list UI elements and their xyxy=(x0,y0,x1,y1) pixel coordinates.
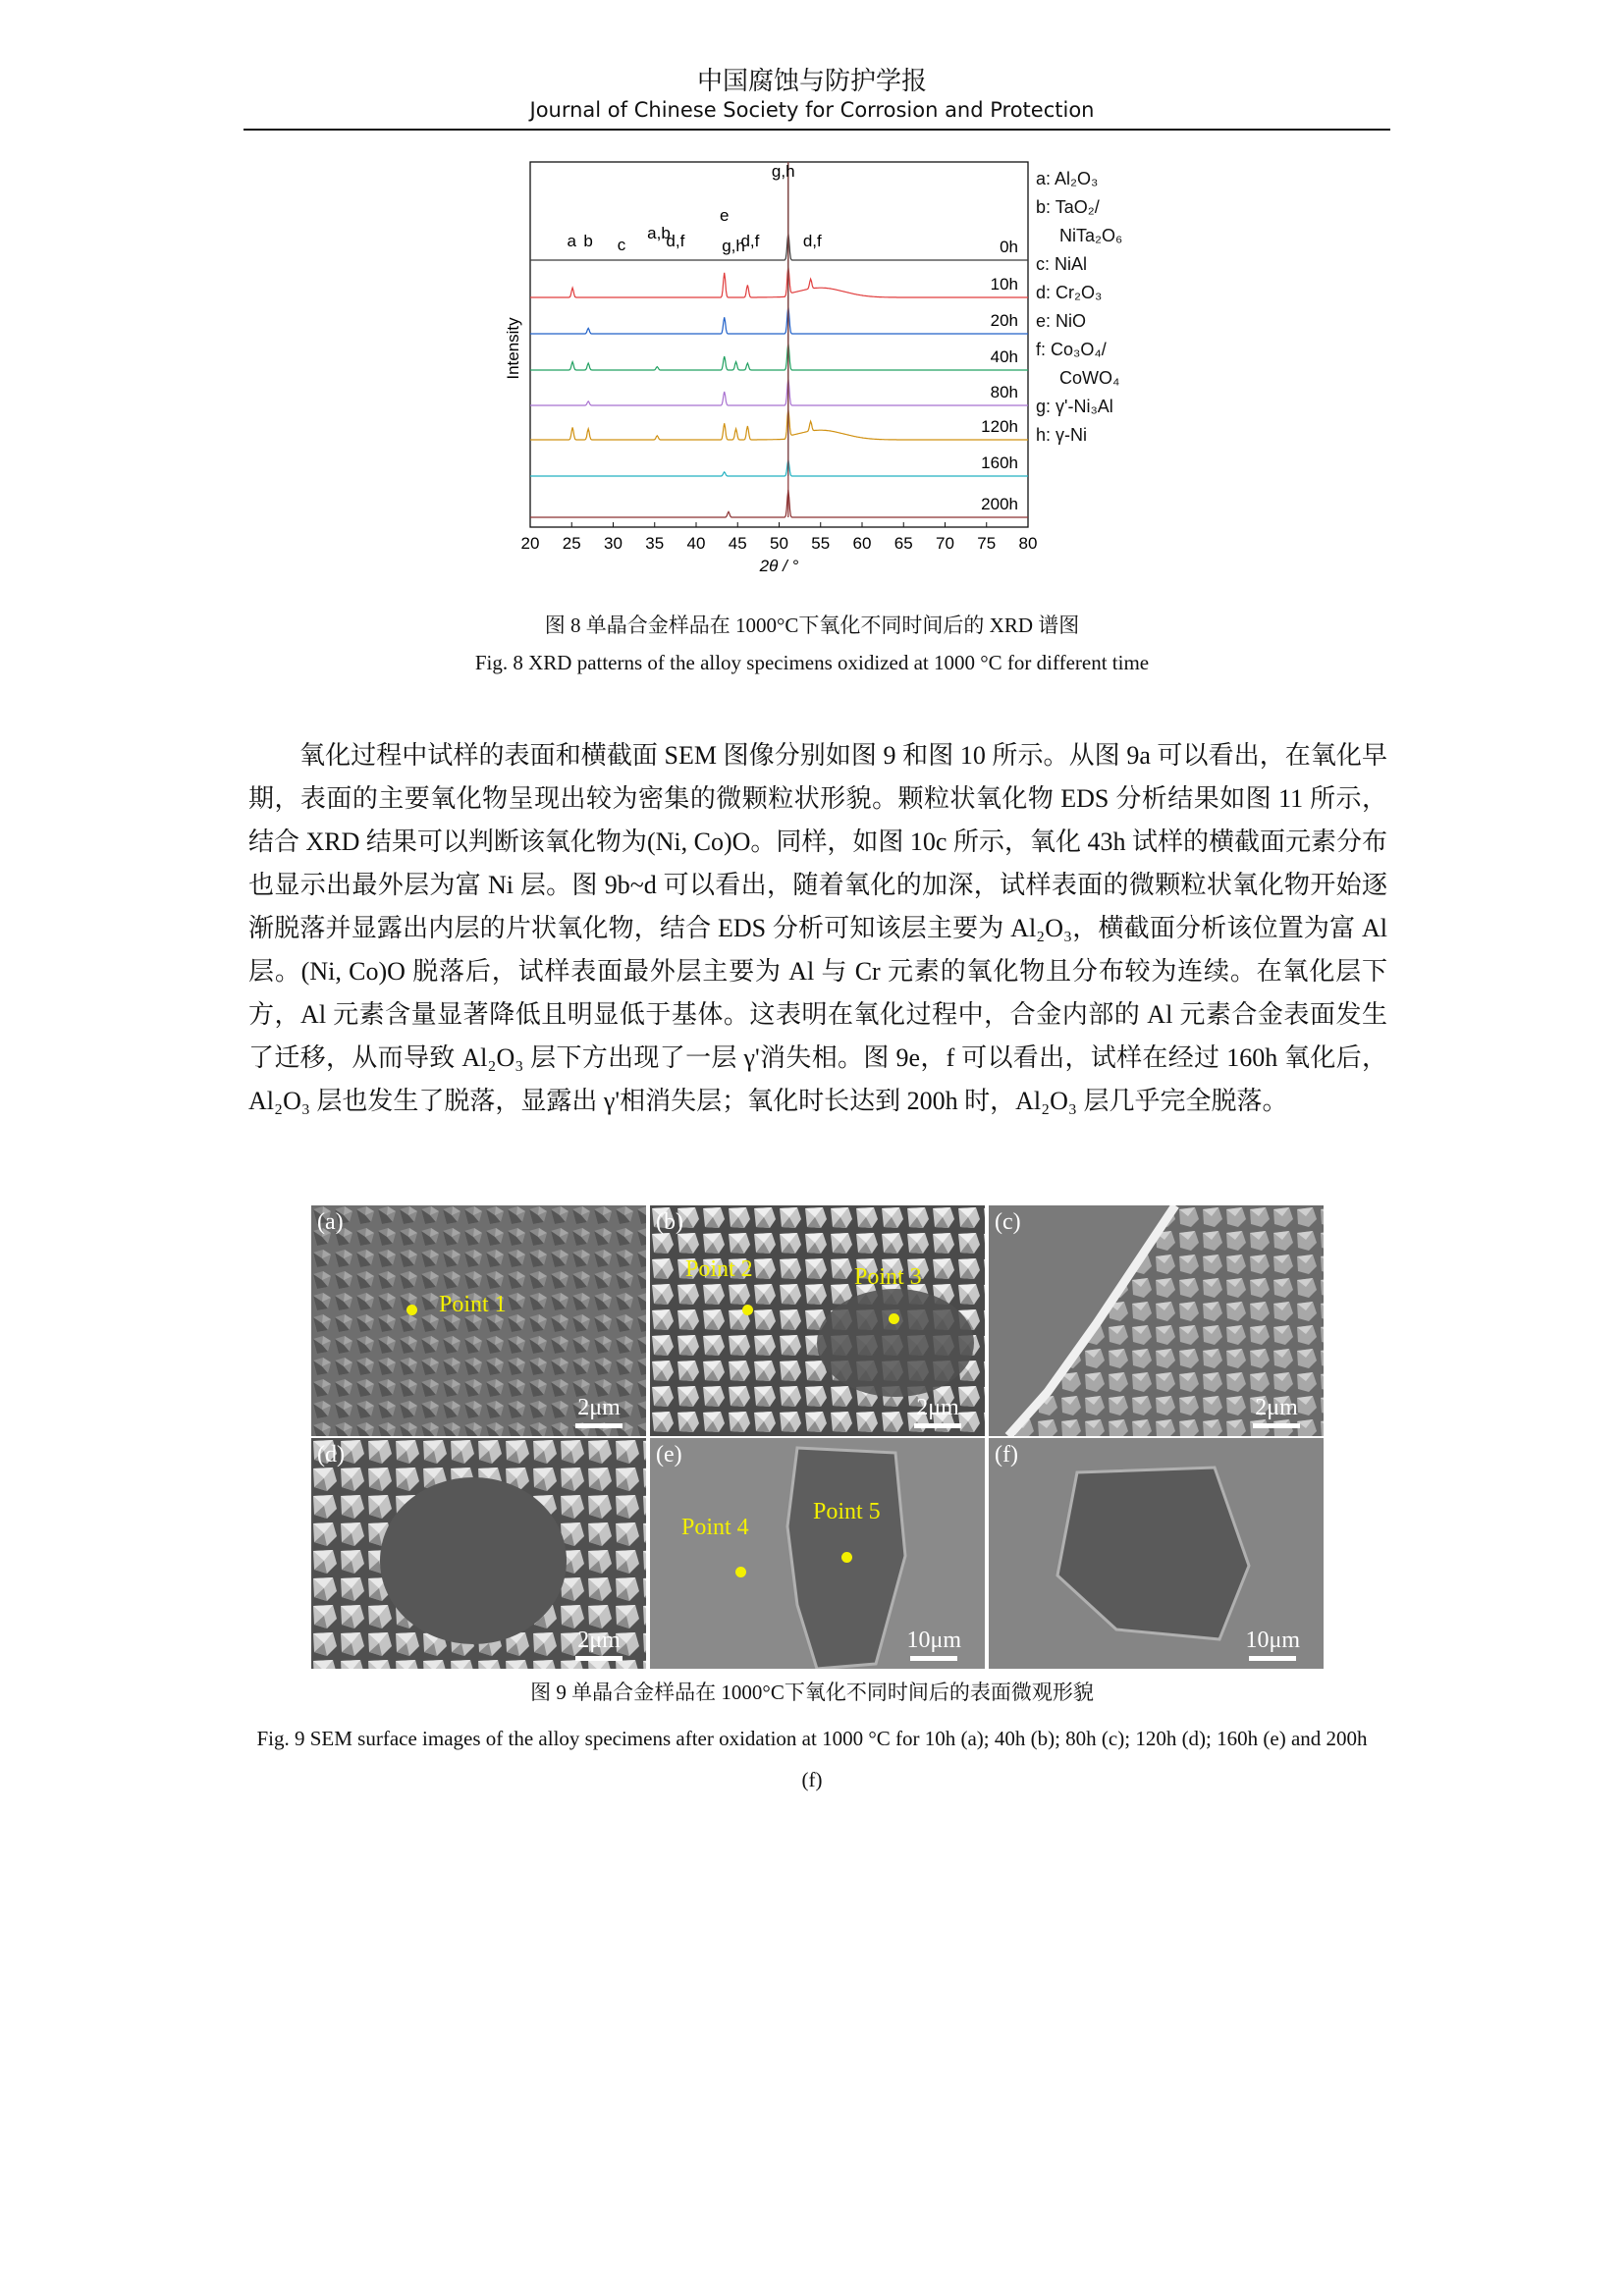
peak-annotation: d,f xyxy=(740,232,760,250)
sem-panel-b xyxy=(650,1205,985,1436)
x-axis-label: 2θ / ° xyxy=(759,557,799,575)
point-marker xyxy=(889,1313,899,1324)
x-tick-label: 50 xyxy=(770,534,788,553)
series-line xyxy=(530,378,1028,405)
peak-annotation: d,f xyxy=(666,232,685,250)
point-label: Point 2 xyxy=(685,1256,753,1282)
series-line xyxy=(530,233,1028,260)
body-paragraph: 氧化过程中试样的表面和横截面 SEM 图像分别如图 9 和图 10 所示。从图 9a 可以看出，在氧化早期，表面的主要氧化物呈现出较为密集的微颗粒状形貌。颗粒状氧化物 EDS 分析结果如图 11 所示，结合 XRD 结果可以判断该氧化物为(Ni, Co)O。同样，如图 10c 所示，氧化 43h 试样的横截面元素分布也显示出最外层为富 Ni 层。图 9b~d 可以看出，随着氧化的加深，试样表面的微颗粒状氧化物开始逐渐脱落并显露出内层的片状氧化物，结合 EDS 分析可知该层主要为 Al₂O₃，横截面分析该位置为富 Al 层。(Ni, Co)O 脱落后，试样表面最外层主要为 Al 与 Cr 元素的氧化物且分布较为连续。在氧化层下方，Al 元素含量显著降低且明显低于基体。这表明在氧化过程中，合金内部的 Al 元素合金表面发生了迁移，从而导致 Al₂O₃ 层下方出现了一层 γ'消失相。图 9e，f 可以看出，试样在经过 160h 氧化后，Al₂O₃ 层也发生了脱落，显露出 γ'相消失层；氧化时长达到 200h 时，Al₂O₃ 层几乎完全脱落。 xyxy=(248,741,1387,1115)
series-line xyxy=(530,266,1028,297)
series-label: 160h xyxy=(981,454,1018,472)
panel-label: (d) xyxy=(317,1442,345,1468)
series-label: 80h xyxy=(990,383,1018,401)
x-tick-label: 60 xyxy=(852,534,872,553)
sem-panel-d xyxy=(311,1438,646,1669)
scale-bar: 10μm xyxy=(906,1628,961,1661)
legend-entry: h: γ-Ni xyxy=(1036,425,1088,445)
legend-entry: c: NiAl xyxy=(1036,254,1088,274)
x-tick-label: 20 xyxy=(520,534,540,553)
x-tick-label: 75 xyxy=(977,534,997,553)
panel-label: (f) xyxy=(995,1442,1018,1468)
x-tick-label: 80 xyxy=(1018,534,1038,553)
panel-label: (a) xyxy=(317,1209,344,1235)
fig8-caption-cn: 图 8 单晶合金样品在 1000°C下氧化不同时间后的 XRD 谱图 xyxy=(544,614,1080,637)
series-line xyxy=(530,408,1028,440)
peak-annotation: a,b xyxy=(647,224,671,242)
y-axis-label: Intensity xyxy=(504,317,522,380)
point-label: Point 3 xyxy=(854,1264,922,1290)
series-line xyxy=(530,343,1028,370)
point-label: Point 1 xyxy=(439,1292,507,1317)
x-tick-label: 35 xyxy=(645,534,665,553)
point-marker xyxy=(406,1305,417,1315)
x-tick-label: 55 xyxy=(811,534,831,553)
panel-label: (b) xyxy=(656,1209,683,1235)
legend-entry: b: TaO₂/ xyxy=(1036,197,1100,217)
point-marker xyxy=(742,1305,753,1315)
series-label: 200h xyxy=(981,495,1018,513)
x-tick-label: 45 xyxy=(728,534,747,553)
legend-entry: a: Al₂O₃ xyxy=(1036,169,1099,188)
peak-annotation: e xyxy=(719,206,730,225)
header-divider xyxy=(244,129,1390,131)
fig9-caption-en: Fig. 9 SEM surface images of the alloy specimens after oxidation at 1000 °C for 10h (a); 40h (b); 80h (c); 120h (d); 160h (e) and 200h (f) xyxy=(256,1727,1368,1791)
point-label: Point 5 xyxy=(813,1499,881,1524)
peak-annotation: g,h xyxy=(771,162,795,181)
peak-annotation: a xyxy=(567,232,576,250)
x-tick-label: 65 xyxy=(893,534,913,553)
scale-bar: 2μm xyxy=(914,1395,961,1428)
legend-entry: NiTa₂O₆ xyxy=(1059,226,1123,245)
journal-title-cn: 中国腐蚀与防护学报 xyxy=(696,67,927,96)
x-tick-label: 30 xyxy=(604,534,623,553)
panel-label: (c) xyxy=(995,1209,1021,1235)
x-tick-label: 40 xyxy=(686,534,706,553)
point-marker xyxy=(735,1567,746,1577)
scale-bar: 2μm xyxy=(575,1395,623,1428)
sem-panel-c xyxy=(989,1205,1324,1436)
series-label: 10h xyxy=(990,275,1018,294)
series-label: 0h xyxy=(1000,238,1018,256)
peak-annotation: d,f xyxy=(802,232,822,250)
scale-bar: 10μm xyxy=(1245,1628,1300,1661)
scale-bar: 2μm xyxy=(1253,1395,1300,1428)
legend-entry: e: NiO xyxy=(1036,311,1087,331)
plot-frame xyxy=(530,162,1028,527)
peak-annotation: c xyxy=(617,236,626,254)
series-label: 40h xyxy=(990,347,1018,366)
sem-panel-e xyxy=(650,1438,985,1669)
peak-annotation: g,h xyxy=(722,237,745,255)
panel-label: (e) xyxy=(656,1442,682,1468)
x-tick-label: 25 xyxy=(562,534,581,553)
series-line xyxy=(530,459,1028,476)
legend-entry: f: Co₃O₄/ xyxy=(1036,340,1107,359)
series-line xyxy=(530,306,1028,334)
xrd-chart xyxy=(491,152,1041,584)
series-label: 20h xyxy=(990,311,1018,330)
scale-bar: 2μm xyxy=(575,1628,623,1661)
series-label: 120h xyxy=(981,417,1018,436)
sem-figure-grid xyxy=(311,1205,1324,1669)
point-label: Point 4 xyxy=(681,1515,749,1540)
legend-entry: g: γ'-Ni₃Al xyxy=(1036,397,1113,416)
journal-title-en: Journal of Chinese Society for Corrosion and Protection xyxy=(529,98,1095,122)
fig9-caption-cn: 图 9 单晶合金样品在 1000°C下氧化不同时间后的表面微观形貌 xyxy=(530,1681,1094,1704)
series-line xyxy=(530,490,1028,517)
legend-entry: CoWO₄ xyxy=(1059,368,1120,388)
sem-panel-a xyxy=(311,1205,646,1436)
sem-panel-f xyxy=(989,1438,1324,1669)
point-marker xyxy=(841,1552,852,1563)
xrd-phase-legend xyxy=(1036,165,1122,450)
peak-annotation: b xyxy=(583,232,593,250)
fig8-caption-en: Fig. 8 XRD patterns of the alloy specimens oxidized at 1000 °C for different time xyxy=(474,651,1150,674)
x-tick-label: 70 xyxy=(936,534,954,553)
legend-entry: d: Cr₂O₃ xyxy=(1036,283,1103,302)
